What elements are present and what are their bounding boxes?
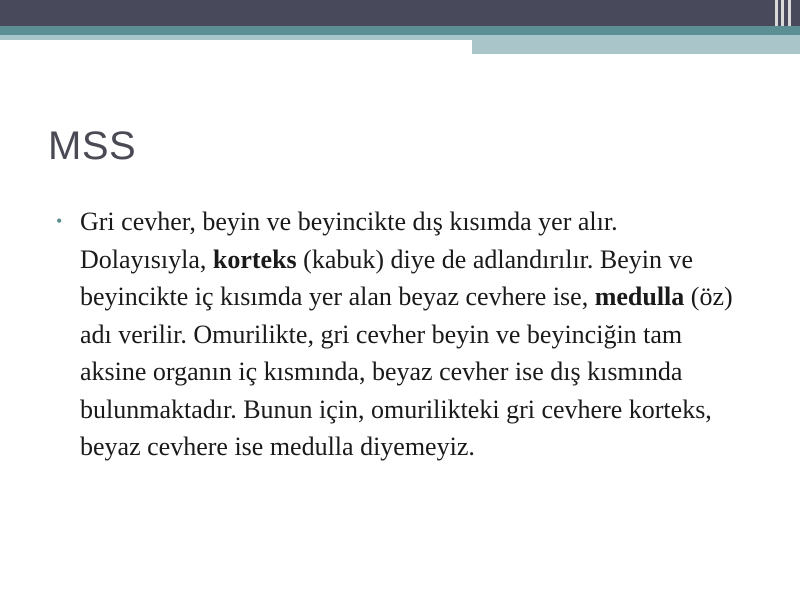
header-stripe: [788, 0, 791, 26]
paragraph-segment: Gri cevher, beyin ve beyincikte dış kısımda yer alır. Dolayısıyla,: [80, 207, 618, 274]
paragraph-text: [80, 207, 733, 461]
header-stripe: [781, 0, 784, 26]
header-band-light-left: [0, 35, 472, 40]
header-band-teal: [0, 26, 800, 35]
term-medulla: medulla: [594, 282, 685, 311]
list-item: [56, 203, 746, 466]
slide-title: MSS: [48, 124, 137, 168]
paragraph-segment: (kabuk) diye de adlandırılır. Beyin ve beyincikte iç kısımda yer alan beyaz cevhere ise,: [80, 244, 694, 311]
bullet-dot-icon: •: [56, 211, 63, 231]
paragraph-segment: (öz) adı verilir. Omurilikte, gri cevher beyin ve beyinciğin tam aksine organın iç kısmında, beyaz cevher ise dış kısmında bulunmaktadır. Bunun için, omurilikteki gri cevhere korteks, beyaz cevhere ise medulla diyemeyiz.: [80, 282, 733, 461]
header-stripe: [775, 0, 778, 26]
content-list: [56, 203, 746, 466]
header-band-light-right: [472, 35, 800, 54]
header-band-dark: [0, 0, 800, 26]
term-korteks: korteks: [212, 244, 297, 274]
